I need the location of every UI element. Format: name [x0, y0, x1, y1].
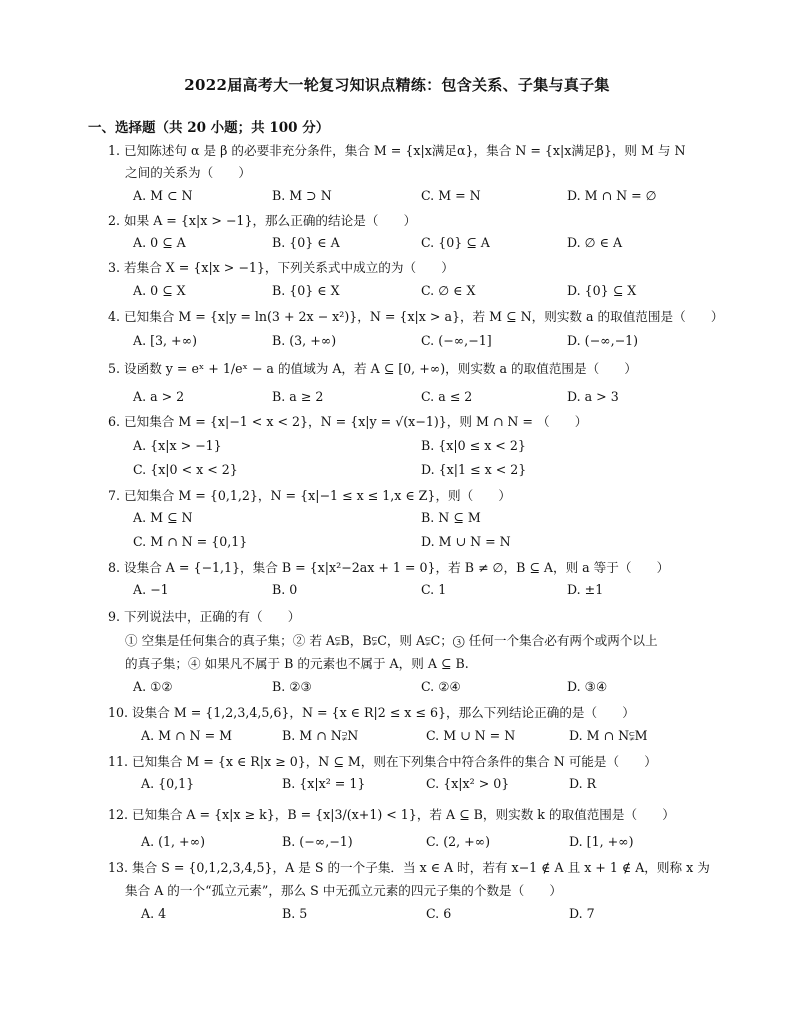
- question-11-option-b: B. {x|x² = 1}: [282, 776, 366, 791]
- question-7-option-d: D. M ∪ N = N: [421, 534, 511, 549]
- question-6-option-d: D. {x|1 ≤ x < 2}: [421, 462, 527, 477]
- question-4-stem: 4. 已知集合 M = {x|y = ln(3 + 2x − x²)}，N = {x|x > a}，若 M ⊆ N，则实数 a 的取值范围是（ ）: [108, 309, 724, 324]
- question-6-option-a: A. {x|x > −1}: [133, 438, 222, 453]
- question-8-stem: 8. 设集合 A = {−1,1}，集合 B = {x|x²−2ax + 1 = 0}，若 B ≠ ∅，B ⊆ A，则 a 等于（ ）: [108, 560, 670, 575]
- question-2-option-d: D. ∅ ∈ A: [567, 235, 623, 250]
- question-12-option-c: C. (2, +∞): [426, 834, 491, 849]
- question-1-option-a: A. M ⊂ N: [133, 188, 193, 203]
- question-6-option-c: C. {x|0 < x < 2}: [133, 462, 238, 477]
- question-2-option-c: C. {0} ⊆ A: [421, 235, 490, 250]
- question-3-option-b: B. {0} ∈ X: [272, 283, 340, 298]
- question-9-continuation-2: 的真子集；④ 如果凡不属于 B 的元素也不属于 A，则 A ⊆ B.: [125, 656, 469, 671]
- question-9-option-b: B. ②③: [272, 679, 312, 694]
- question-10-option-c: C. M ∪ N = N: [426, 728, 516, 743]
- question-9-stem: 9. 下列说法中，正确的有（ ）: [108, 609, 301, 624]
- question-12-stem: 12. 已知集合 A = {x|x ≥ k}，B = {x|3/(x+1) < 1}，若 A ⊆ B，则实数 k 的取值范围是（ ）: [108, 807, 675, 822]
- question-13-option-a: A. 4: [141, 906, 167, 921]
- question-9-option-c: C. ②④: [421, 679, 461, 694]
- question-9-option-d: D. ③④: [567, 679, 608, 694]
- question-5-option-c: C. a ≤ 2: [421, 389, 473, 404]
- question-2-stem: 2. 如果 A = {x|x > −1}，那么正确的结论是（ ）: [108, 213, 417, 228]
- question-13-option-c: C. 6: [426, 906, 452, 921]
- question-2-option-b: B. {0} ∈ A: [272, 235, 340, 250]
- question-10-stem: 10. 设集合 M = {1,2,3,4,5,6}，N = {x ∈ R|2 ≤ x ≤ 6}，那么下列结论正确的是（ ）: [108, 705, 635, 720]
- question-8-option-b: B. 0: [272, 582, 298, 597]
- question-8-option-c: C. 1: [421, 582, 447, 597]
- question-5-stem: 5. 设函数 y = eˣ + 1/eˣ − a 的值域为 A，若 A ⊆ [0, +∞)，则实数 a 的取值范围是（ ）: [108, 361, 637, 376]
- question-4-option-a: A. [3, +∞): [133, 333, 197, 348]
- question-13-stem: 13. 集合 S = {0,1,2,3,4,5}，A 是 S 的一个子集．当 x ∈ A 时，若有 x−1 ∉ A 且 x + 1 ∉ A，则称 x 为: [108, 860, 710, 875]
- question-9-option-a: A. ①②: [133, 679, 173, 694]
- question-12-option-d: D. [1, +∞): [569, 834, 634, 849]
- question-6-stem: 6. 已知集合 M = {x|−1 < x < 2}，N = {x|y = √(x−1)}，则 M ∩ N = （ ）: [108, 414, 588, 429]
- question-10-option-a: A. M ∩ N = M: [141, 728, 233, 743]
- question-2-option-a: A. 0 ⊆ A: [133, 235, 186, 250]
- question-11-option-c: C. {x|x² > 0}: [426, 776, 510, 791]
- question-7-option-a: A. M ⊆ N: [133, 510, 193, 525]
- section-heading: 一、选择题（共 20 小题；共 100 分）: [88, 120, 330, 136]
- question-5-option-d: D. a > 3: [567, 389, 619, 404]
- document-title: 2022届高考大一轮复习知识点精练：包含关系、子集与真子集: [184, 76, 610, 94]
- question-1-option-c: C. M = N: [421, 188, 481, 203]
- question-7-stem: 7. 已知集合 M = {0,1,2}，N = {x|−1 ≤ x ≤ 1,x ∈ Z}，则（ ）: [108, 488, 512, 503]
- question-6-option-b: B. {x|0 ≤ x < 2}: [421, 438, 526, 453]
- question-1-continuation: 之间的关系为（ ）: [125, 165, 251, 180]
- question-7-option-b: B. N ⊆ M: [421, 510, 481, 525]
- question-8-option-a: A. −1: [133, 582, 169, 597]
- question-1-stem: 1. 已知陈述句 α 是 β 的必要非充分条件，集合 M = {x|x满足α}，集合 N = {x|x满足β}，则 M 与 N: [108, 143, 686, 158]
- question-13-continuation: 集合 A 的一个“孤立元素”，那么 S 中无孤立元素的四元子集的个数是（ ）: [125, 883, 563, 898]
- question-11-option-a: A. {0,1}: [141, 776, 195, 791]
- question-13-option-d: D. 7: [569, 906, 595, 921]
- question-3-option-d: D. {0} ⊆ X: [567, 283, 637, 298]
- question-3-option-a: A. 0 ⊆ X: [133, 283, 186, 298]
- question-13-option-b: B. 5: [282, 906, 308, 921]
- question-7-option-c: C. M ∩ N = {0,1}: [133, 534, 248, 549]
- question-11-stem: 11. 已知集合 M = {x ∈ R|x ≥ 0}，N ⊆ M，则在下列集合中符合条件的集合 N 可能是（ ）: [108, 754, 657, 769]
- question-3-option-c: C. ∅ ∈ X: [421, 283, 476, 298]
- question-8-option-d: D. ±1: [567, 582, 604, 597]
- question-1-option-d: D. M ∩ N = ∅: [567, 188, 657, 203]
- question-4-option-b: B. (3, +∞): [272, 333, 337, 348]
- question-12-option-a: A. (1, +∞): [141, 834, 205, 849]
- question-10-option-d: D. M ∩ N⫋M: [569, 728, 648, 743]
- question-10-option-b: B. M ∩ N⫌N: [282, 728, 359, 743]
- question-11-option-d: D. R: [569, 776, 597, 791]
- question-3-stem: 3. 若集合 X = {x|x > −1}，下列关系式中成立的为（ ）: [108, 260, 454, 275]
- question-9-continuation-1: ① 空集是任何集合的真子集；② 若 A⫋B，B⫋C，则 A⫋C；③ 任何一个集合必有两个或两个以上: [125, 633, 658, 648]
- question-1-option-b: B. M ⊃ N: [272, 188, 332, 203]
- question-5-option-a: A. a > 2: [133, 389, 185, 404]
- question-5-option-b: B. a ≥ 2: [272, 389, 324, 404]
- question-4-option-c: C. (−∞,−1]: [421, 333, 492, 348]
- question-4-option-d: D. (−∞,−1): [567, 333, 639, 348]
- question-12-option-b: B. (−∞,−1): [282, 834, 353, 849]
